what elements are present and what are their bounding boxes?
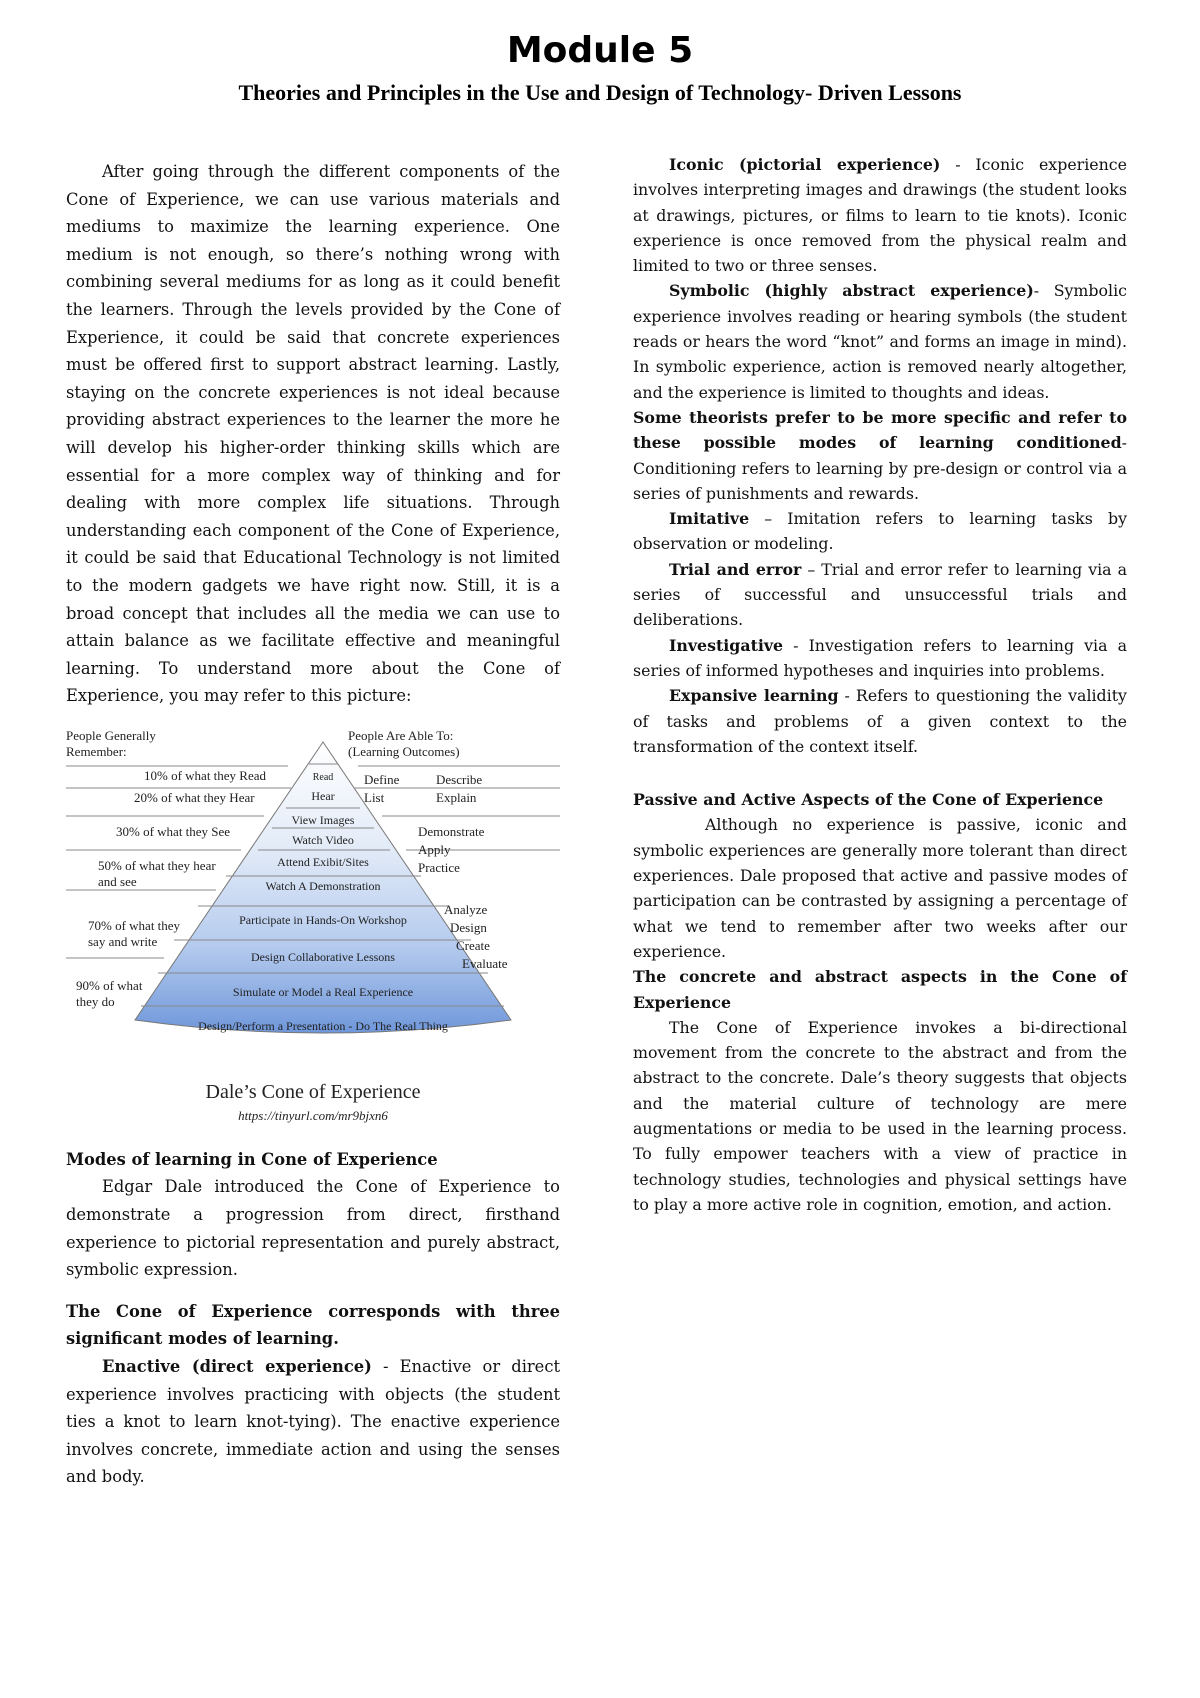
outcome-evaluate: Evaluate bbox=[462, 955, 508, 971]
remember-50: 50% of what they hear bbox=[98, 857, 216, 873]
level-attend-exhibit: Attend Exibit/Sites bbox=[277, 854, 369, 869]
outcome-list: List bbox=[364, 789, 385, 805]
right-header-1: People Are Able To: bbox=[348, 727, 454, 743]
level-view-images: View Images bbox=[291, 812, 355, 827]
figure-source-link[interactable]: https://tinyurl.com/mr9bjxn6 bbox=[238, 1107, 388, 1123]
remember-70b: say and write bbox=[88, 933, 158, 949]
remember-10: 10% of what they Read bbox=[144, 767, 267, 783]
outcome-explain: Explain bbox=[436, 789, 477, 805]
outcome-apply: Apply bbox=[418, 841, 451, 857]
imitative-text: – Imitation refers to learning tasks by observation or modeling. bbox=[633, 509, 1127, 554]
expansive-term: Expansive learning bbox=[669, 686, 839, 706]
remember-20: 20% of what they Hear bbox=[134, 789, 255, 805]
cone-of-experience-diagram bbox=[66, 728, 560, 1078]
remember-30: 30% of what they See bbox=[116, 823, 231, 839]
iconic-paragraph bbox=[633, 152, 1127, 278]
investigative-paragraph bbox=[633, 633, 1127, 684]
symbolic-text: - Symbolic experience involves reading or hearing symbols (the student reads or hears the word “knot” and forms an image in mind). In symbolic experience, action is removed nearly altogether, and the experience is limited to thoughts and ideas. bbox=[633, 281, 1127, 402]
enactive-text: - Enactive or direct experience involves practicing with objects (the student ties a knot to learn knot-tying). The enactive experience involves concrete, immediate action and using the senses and body. bbox=[66, 1357, 560, 1487]
level-hear: Hear bbox=[311, 788, 335, 803]
intro-paragraph: After going through the different components of the Cone of Experience, we can use various materials and mediums to maximize the learning experience. One medium is not enough, so there’s nothing wrong with combining several mediums for as long as it could benefit the learners. Through the levels provided by the Cone of Experience, it could be said that concrete experiences must be offered first to support abstract learning. Lastly, staying on the concrete experiences is not ideal because providing abstract experiences to the learner the more he will develop his higher-order thinking skills which are essential for a more complex way of thinking and for dealing with more complex life situations. Through understanding each component of the Cone of Experience, it could be said that Educational Technology is not limited to the modern gadgets we have right now. Still, it is a broad concept that includes all the media we can use to attain balance as we facilitate effective and meaningful learning. To understand more about the Cone of Experience, you may refer to this picture: bbox=[66, 162, 560, 706]
outcome-practice: Practice bbox=[418, 859, 460, 875]
remember-50b: and see bbox=[98, 873, 137, 889]
page-subtitle: Theories and Principles in the Use and Design of Technology- Driven Lessons bbox=[238, 80, 962, 105]
outcome-define: Define bbox=[364, 771, 400, 787]
level-watch-video: Watch Video bbox=[292, 832, 354, 847]
symbolic-term: Symbolic (highly abstract experience) bbox=[669, 281, 1034, 301]
trial-text: – Trial and error refer to learning via a series of successful and unsuccessful trials and deliberations. bbox=[633, 559, 1127, 630]
outcome-create: Create bbox=[456, 937, 490, 953]
imitative-paragraph bbox=[633, 506, 1127, 557]
three-modes-heading: The Cone of Experience corresponds with three significant modes of learning. bbox=[66, 1301, 560, 1349]
theorists-paragraph bbox=[633, 405, 1127, 506]
figure-caption: Dale’s Cone of Experience bbox=[205, 1080, 421, 1103]
trial-term: Trial and error bbox=[669, 559, 802, 579]
iconic-text: - Iconic experience involves interpreting images and drawings (the student looks at drawings, pictures, or films to learn to tie knots). Iconic experience is once removed from the physical realm and limited to two or three senses. bbox=[633, 155, 1127, 276]
outcome-analyze: Analyze bbox=[444, 901, 488, 917]
remember-90b: they do bbox=[76, 993, 115, 1009]
level-collaborative-lessons: Design Collaborative Lessons bbox=[251, 949, 395, 964]
level-watch-demonstration: Watch A Demonstration bbox=[265, 878, 381, 893]
right-header-2: (Learning Outcomes) bbox=[348, 743, 460, 759]
page-title: Module 5 bbox=[506, 30, 694, 71]
expansive-text: - Refers to questioning the validity of tasks and problems of a given context to the transformation of the context itself. bbox=[633, 686, 1127, 756]
remember-70: 70% of what they bbox=[88, 917, 181, 933]
theorists-text: - Conditioning refers to learning by pre-design or control via a series of punishments and rewards. bbox=[633, 433, 1127, 503]
level-simulate: Simulate or Model a Real Experience bbox=[232, 984, 414, 999]
outcome-demonstrate: Demonstrate bbox=[418, 823, 485, 839]
trial-paragraph bbox=[633, 557, 1127, 633]
enactive-paragraph bbox=[66, 1353, 560, 1491]
iconic-term: Iconic (pictorial experience) bbox=[669, 155, 941, 174]
passive-active-heading: Passive and Active Aspects of the Cone of Experience bbox=[633, 790, 1104, 810]
outcome-design: Design bbox=[450, 919, 487, 935]
enactive-term: Enactive (direct experience) bbox=[102, 1357, 372, 1377]
level-hands-on-workshop: Participate in Hands-On Workshop bbox=[239, 912, 407, 927]
theorists-heading: Some theorists prefer to be more specific and refer to these possible modes of learning conditioned bbox=[633, 407, 1127, 453]
investigative-text: - Investigation refers to learning via a series of informed hypotheses and inquiries into problems. bbox=[633, 635, 1127, 680]
concrete-abstract-paragraph: The Cone of Experience invokes a bi-directional movement from the concrete to the abstract and from the abstract to the concrete. Dale’s theory suggests that objects and the material culture of technology are mere augmentations or media to be used in the learning process. To fully empower teachers with a view of practice in technology studies, technologies and physical settings have to play a more active role in cognition, emotion, and action. bbox=[633, 1017, 1127, 1214]
symbolic-paragraph bbox=[633, 278, 1127, 404]
left-header-1: People Generally bbox=[66, 727, 156, 743]
modes-paragraph: Edgar Dale introduced the Cone of Experience to demonstrate a progression from direct, firsthand experience to pictorial representation and purely abstract, symbolic expression. bbox=[66, 1177, 560, 1280]
investigative-term: Investigative bbox=[669, 635, 784, 655]
level-real-thing: Design/Perform a Presentation - Do The Real Thing bbox=[198, 1018, 448, 1033]
level-read: Read bbox=[312, 771, 334, 783]
left-column bbox=[66, 158, 560, 1491]
expansive-paragraph bbox=[633, 683, 1127, 759]
cone-figure bbox=[66, 728, 560, 1168]
outcome-describe: Describe bbox=[436, 771, 483, 787]
left-header-2: Remember: bbox=[66, 743, 127, 759]
passive-active-paragraph: Although no experience is passive, iconic and symbolic experiences are generally more tolerant than direct experiences. Dale proposed that active and passive modes of participation can be contrasted by assigning a percentage of what we tend to remember after two weeks after our experience. bbox=[633, 815, 1127, 961]
remember-90: 90% of what bbox=[76, 977, 143, 993]
modes-heading: Modes of learning in Cone of Experience bbox=[66, 1149, 438, 1169]
imitative-term: Imitative bbox=[669, 509, 750, 529]
concrete-abstract-heading: The concrete and abstract aspects in the Cone of Experience bbox=[633, 967, 1127, 1012]
right-column bbox=[633, 152, 1127, 1217]
